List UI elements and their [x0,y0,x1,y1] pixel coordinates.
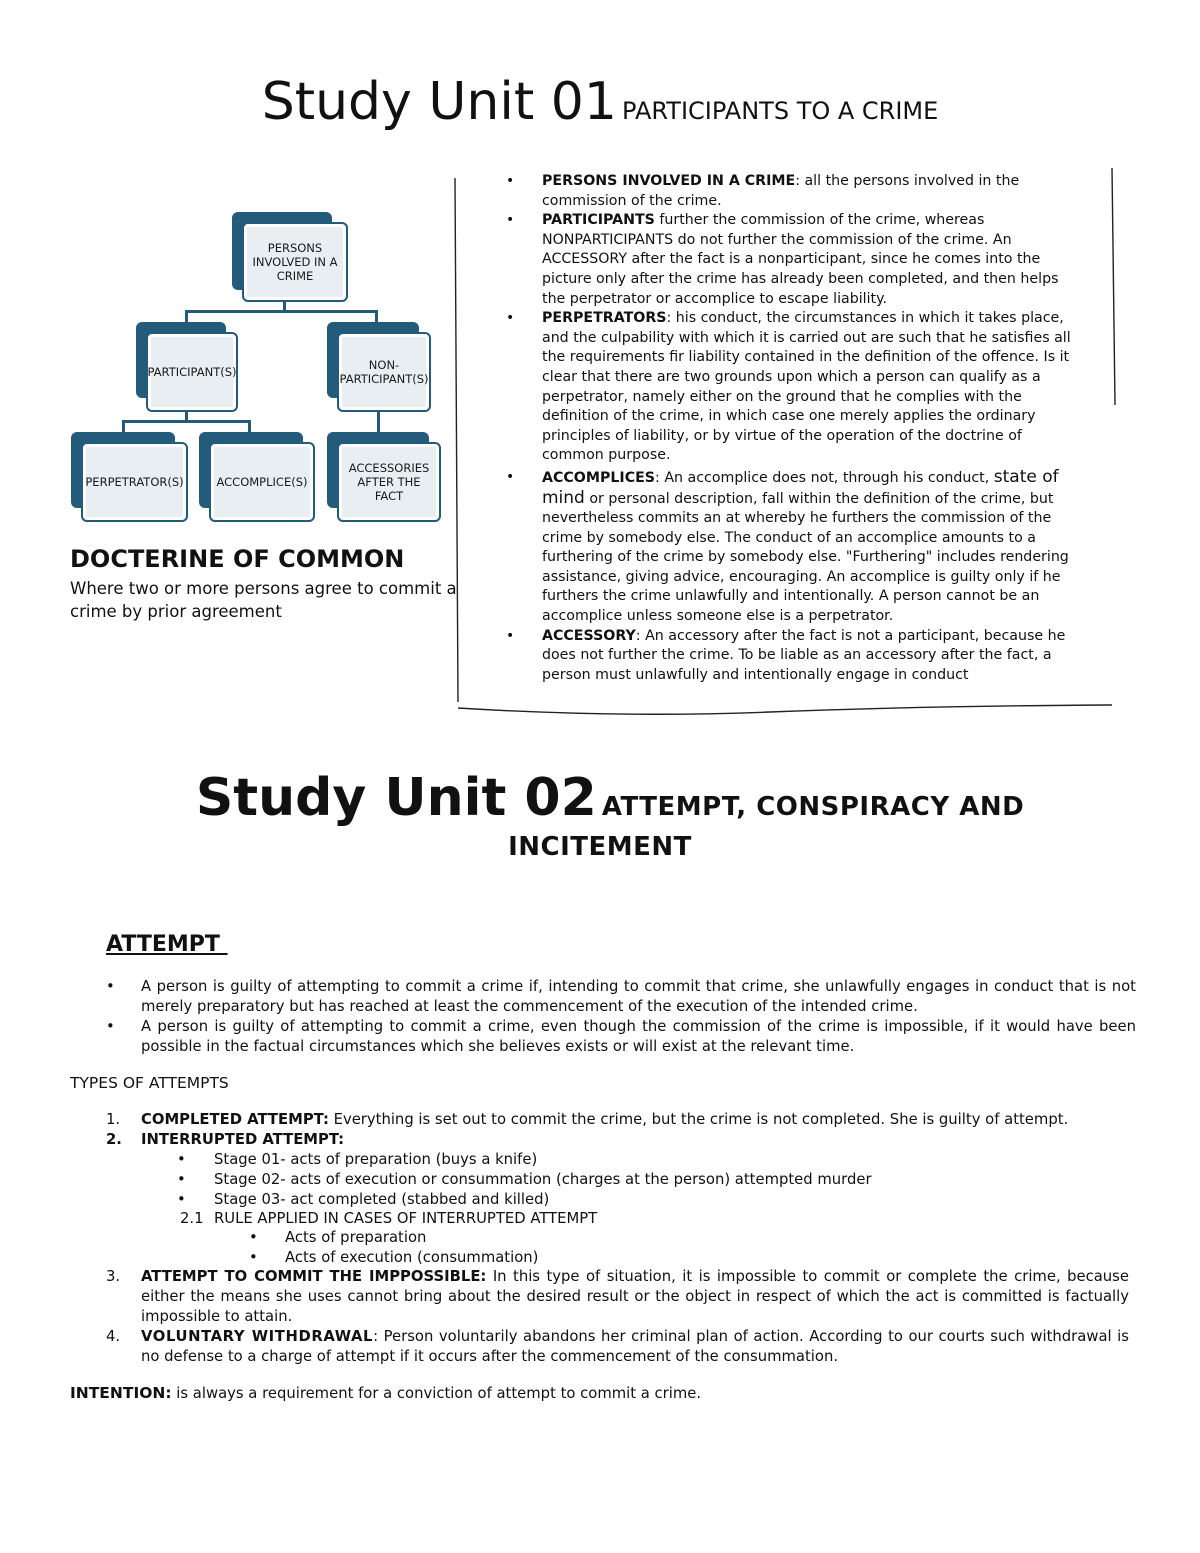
chart-node-label: PERPETRATOR(S) [81,442,188,522]
connector [185,310,377,313]
interrupted-attempt-item [141,1130,1129,1150]
attempt-bullet-text: A person is guilty of attempting to commit a crime if, intending to commit that crime, she unlawfully engages in conduct that is not merely preparatory but has reached at least the commencement of the execution of the intended crime. [141,978,1136,1015]
definition-text: : his conduct, the circumstances in which it takes place, and the culpability with which it is carried out are such that he satisfies all the requirements fir liability contained in the definition of the offence. Is it clear that there are two grounds upon which a person can qualify as a perpetrator, namely either on the ground that he complies with the definition of the crime, in which case one merely applies the ordinary principles of liability, or by virtue of the operation of the doctrine of common purpose. [542,310,1071,464]
definition-term: PERSONS INVOLVED IN A CRIME [542,173,796,189]
definition-item [542,211,1085,309]
stage-item: Stage 03- act completed (stabbed and killed) [214,1191,550,1208]
chart-node-label: ACCESSORIES AFTER THE FACT [337,442,441,522]
types-heading: TYPES OF ATTEMPTS [70,1074,229,1092]
doctrine-text: Where two or more persons agree to commit a crime by prior agreement [70,579,457,621]
bullet-glyph: • [249,1229,258,1246]
definition-text-large: state of mind [542,466,1059,508]
sub-item-text: RULE APPLIED IN CASES OF INTERRUPTED ATTEMPT [214,1210,598,1227]
unit1-title-subject: PARTICIPANTS TO A CRIME [622,97,939,125]
chart-node-perpetrators [71,432,188,522]
item-term: INTERRUPTED ATTEMPT: [141,1131,345,1148]
chart-node-participants [136,322,238,412]
item-text: Everything is set out to commit the crime, but the crime is not completed. She is guilty of attempt. [328,1111,1069,1128]
stage-item: Stage 02- acts of execution or consummation (charges at the person) attempted murder [214,1171,872,1188]
connector [122,420,250,423]
item-term: ATTEMPT TO COMMIT THE IMPPOSSIBLE: [141,1268,487,1285]
rule-item: Acts of preparation [285,1229,427,1246]
sub-item-number: 2.1 [180,1210,204,1227]
bullet-glyph: • [106,978,115,995]
completed-attempt-item [141,1110,1129,1130]
definition-text: : An accomplice does not, through his conduct, [655,469,994,486]
chart-node-accessories [327,432,441,522]
definition-text: : An accessory after the fact is not a participant, because he does not further the crime. To be liable as an accessory after the fact, a person must unlawfully and intentionally engage in conduct [542,627,1066,683]
item-text: : Person voluntarily abandons her criminal plan of action. According to our courts such withdrawal is no defense to a charge of attempt if it occurs after the commencement of the consummation. [141,1328,1129,1365]
item-term: COMPLETED ATTEMPT: [141,1111,329,1128]
chart-node-label: NON-PARTICIPANT(S) [337,332,431,412]
bullet-glyph: • [177,1151,186,1168]
chart-node-accomplices [199,432,315,522]
bullet-glyph: • [249,1249,258,1266]
definition-term: PARTICIPANTS [542,212,655,229]
item-number: 3. [106,1268,121,1285]
unit2-title [160,768,1060,828]
attempt-bullet-text: A person is guilty of attempting to commit a crime, even though the commission of the crime is impossible, if it would have been possible in the factual circumstances which she believes exists or will exist at the relevant time. [141,1018,1136,1055]
item-term: VOLUNTARY WITHDRAWAL [141,1328,374,1345]
bullet-glyph: • [177,1171,186,1188]
definition-text: further the commission of the crime, whereas NONPARTICIPANTS do not further the commission of the crime. An ACCESSORY after the fact is a nonparticipant, since he comes into the picture only after the crime has already been completed, and then helps the perpetrator or accomplice to escape liability. [542,212,1059,307]
unit2-title-subject-line2: INCITEMENT [508,832,692,862]
chart-node-label: PARTICIPANT(S) [146,332,238,412]
doctrine-heading: DOCTERINE OF COMMON [70,545,405,573]
bullet-glyph: • [106,1018,115,1035]
intention-term: INTENTION: [70,1384,172,1402]
intention-line [70,1383,701,1404]
item-number: 2. [106,1131,122,1148]
definition-item [542,468,1085,627]
impossible-attempt-item [141,1267,1129,1327]
item-number: 1. [106,1111,121,1128]
definition-term: PERPETRATORS [542,310,667,327]
org-chart [0,0,460,540]
bullet-glyph: • [177,1191,186,1208]
definitions-list [460,172,1115,685]
definition-item [542,172,1085,211]
chart-node-nonparticipants [327,322,431,412]
intention-text: is always a requirement for a conviction of attempt to commit a crime. [171,1385,702,1402]
chart-node-label: ACCOMPLICE(S) [209,442,315,522]
definition-item [542,627,1085,686]
stage-item: Stage 01- acts of preparation (buys a knife) [214,1151,538,1168]
definition-text: or personal description, fall within the definition of the crime, but nevertheless commits an at whereby he furthers the commission of the crime by somebody else. The conduct of an accomplice amounts to a furthering of the crime by somebody else. "Furthering" includes rendering assistance, giving advice, encouraging. An accomplice is guilty only if he furthers the crime unlawfully and intentionally. A person cannot be an accomplice unless someone else is a perpetrator. [542,490,1069,625]
item-number: 4. [106,1328,121,1345]
voluntary-withdrawal-item [141,1327,1129,1367]
definition-term: ACCESSORY [542,627,636,644]
definition-term: ACCOMPLICES [542,469,656,486]
unit2-title-subject: ATTEMPT, CONSPIRACY AND [601,792,1025,822]
attempt-heading: ATTEMPT [106,932,228,957]
definition-text: : all the persons involved in the commission of the crime. [542,173,1020,209]
unit1-title-number: Study Unit 01 [261,72,617,132]
item-text: In this type of situation, it is impossible to commit or complete the crime, because either the means she uses cannot bring about the desired result or the object in respect of which the act is committed is factually impossible to attain. [141,1268,1129,1325]
chart-node-persons [232,212,348,302]
chart-node-label: PERSONS INVOLVED IN A CRIME [242,222,348,302]
rule-item: Acts of execution (consummation) [285,1249,539,1266]
definition-item [542,309,1085,466]
definitions-box [460,170,1115,705]
unit2-title-number: Study Unit 02 [195,768,597,828]
